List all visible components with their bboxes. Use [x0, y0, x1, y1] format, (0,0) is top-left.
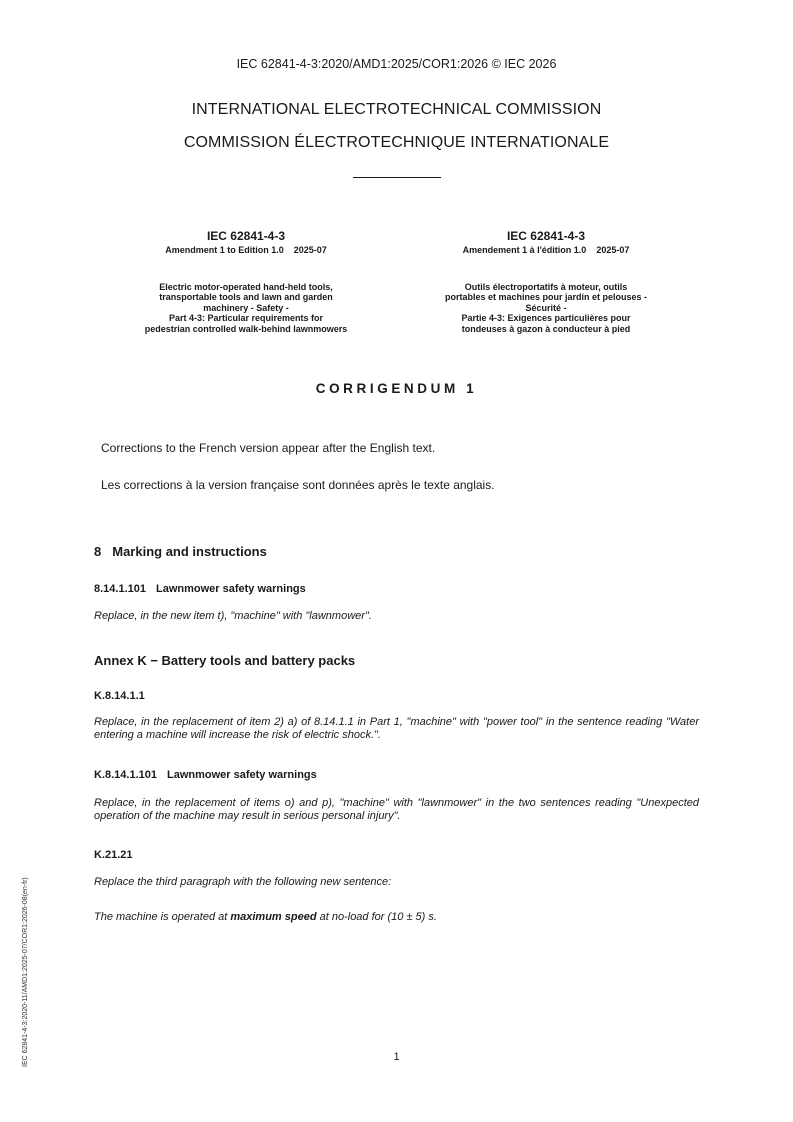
clause-text-8-14-1-101: Replace, in the new item t), "machine" with "lawnmower".: [94, 610, 372, 622]
replacement-sentence: [94, 911, 699, 924]
section-heading-8: [94, 544, 267, 559]
title-line: transportable tools and lawn and garden: [159, 292, 333, 303]
clause-heading-k-8-14-1-1: [94, 690, 145, 702]
title-line: pedestrian controlled walk-behind lawnmowers: [144, 323, 348, 334]
title-line: Sécurité -: [525, 302, 567, 313]
clause-title: Lawnmower safety warnings: [167, 769, 317, 781]
sentence-start: The machine is operated at: [94, 911, 231, 923]
standard-title-en: [96, 282, 396, 334]
clause-text-k-21-21: Replace the third paragraph with the following new sentence:: [94, 876, 392, 888]
standard-title-fr: [396, 282, 696, 334]
intro-note-fr: Les corrections à la version française sont données après le texte anglais.: [101, 478, 495, 492]
section-title: Marking and instructions: [112, 544, 267, 559]
standard-id-en: IEC 62841-4-3: [206, 229, 286, 243]
title-line: machinery - Safety -: [203, 302, 289, 313]
page-number: 1: [393, 1051, 400, 1063]
amendment-line-fr: Amendement 1 à l'édition 1.0 2025-07: [462, 245, 630, 255]
organization-name-en: INTERNATIONAL ELECTROTECHNICAL COMMISSION: [191, 101, 602, 118]
clause-number: 8.14.1.101: [94, 583, 146, 595]
sentence-end: at no-load for (10 ± 5) s.: [316, 911, 437, 923]
title-line: tondeuses à gazon à conducteur à pied: [461, 323, 631, 334]
document-reference: IEC 62841-4-3:2020/AMD1:2025/COR1:2026 © IEC 2026: [236, 57, 557, 71]
title-divider: [353, 177, 441, 178]
annex-heading: Annex K − Battery tools and battery packs: [94, 653, 356, 668]
corrigendum-title: CORRIGENDUM 1: [315, 381, 478, 396]
sentence-emphasis: maximum speed: [230, 911, 317, 923]
clause-heading-8-14-1-101: [94, 583, 306, 595]
clause-text-k-8-14-1-101: Replace, in the replacement of items o) and p), "machine" with "lawnmower" in the two sentences reading "Unexpected operation of the machine may result in serious personal injury".: [94, 797, 699, 822]
clause-heading-k-8-14-1-101: [94, 769, 317, 781]
title-line: Electric motor-operated hand-held tools,: [159, 282, 333, 292]
clause-title: Lawnmower safety warnings: [156, 583, 306, 595]
title-line: Partie 4-3: Exigences particulières pour: [461, 313, 631, 324]
section-number: 8: [94, 544, 102, 559]
side-document-label: IEC 62841-4-3:2020-11/AMD1:2025-07/COR1:2026-08(en-fr): [22, 877, 29, 1067]
clause-number: K.21.21: [94, 849, 133, 861]
title-line: Part 4-3: Particular requirements for: [168, 313, 324, 324]
organization-name-fr: COMMISSION ÉLECTROTECHNIQUE INTERNATIONALE: [183, 134, 610, 151]
title-line: Outils électroportatifs à moteur, outils: [464, 282, 628, 292]
amendment-line-en: Amendment 1 to Edition 1.0 2025-07: [165, 245, 327, 255]
clause-text-k-8-14-1-1: Replace, in the replacement of item 2) a) of 8.14.1.1 in Part 1, "machine" with "power tool" in the sentence reading "Water entering a machine will increase the risk of electric shock.".: [94, 716, 699, 741]
intro-note-en: Corrections to the French version appear after the English text.: [101, 441, 436, 455]
clause-number: K.8.14.1.101: [94, 769, 157, 781]
clause-heading-k-21-21: [94, 849, 133, 861]
standard-id-fr: IEC 62841-4-3: [506, 229, 586, 243]
title-line: portables et machines pour jardin et pelouses -: [444, 292, 648, 303]
clause-number: K.8.14.1.1: [94, 690, 145, 702]
